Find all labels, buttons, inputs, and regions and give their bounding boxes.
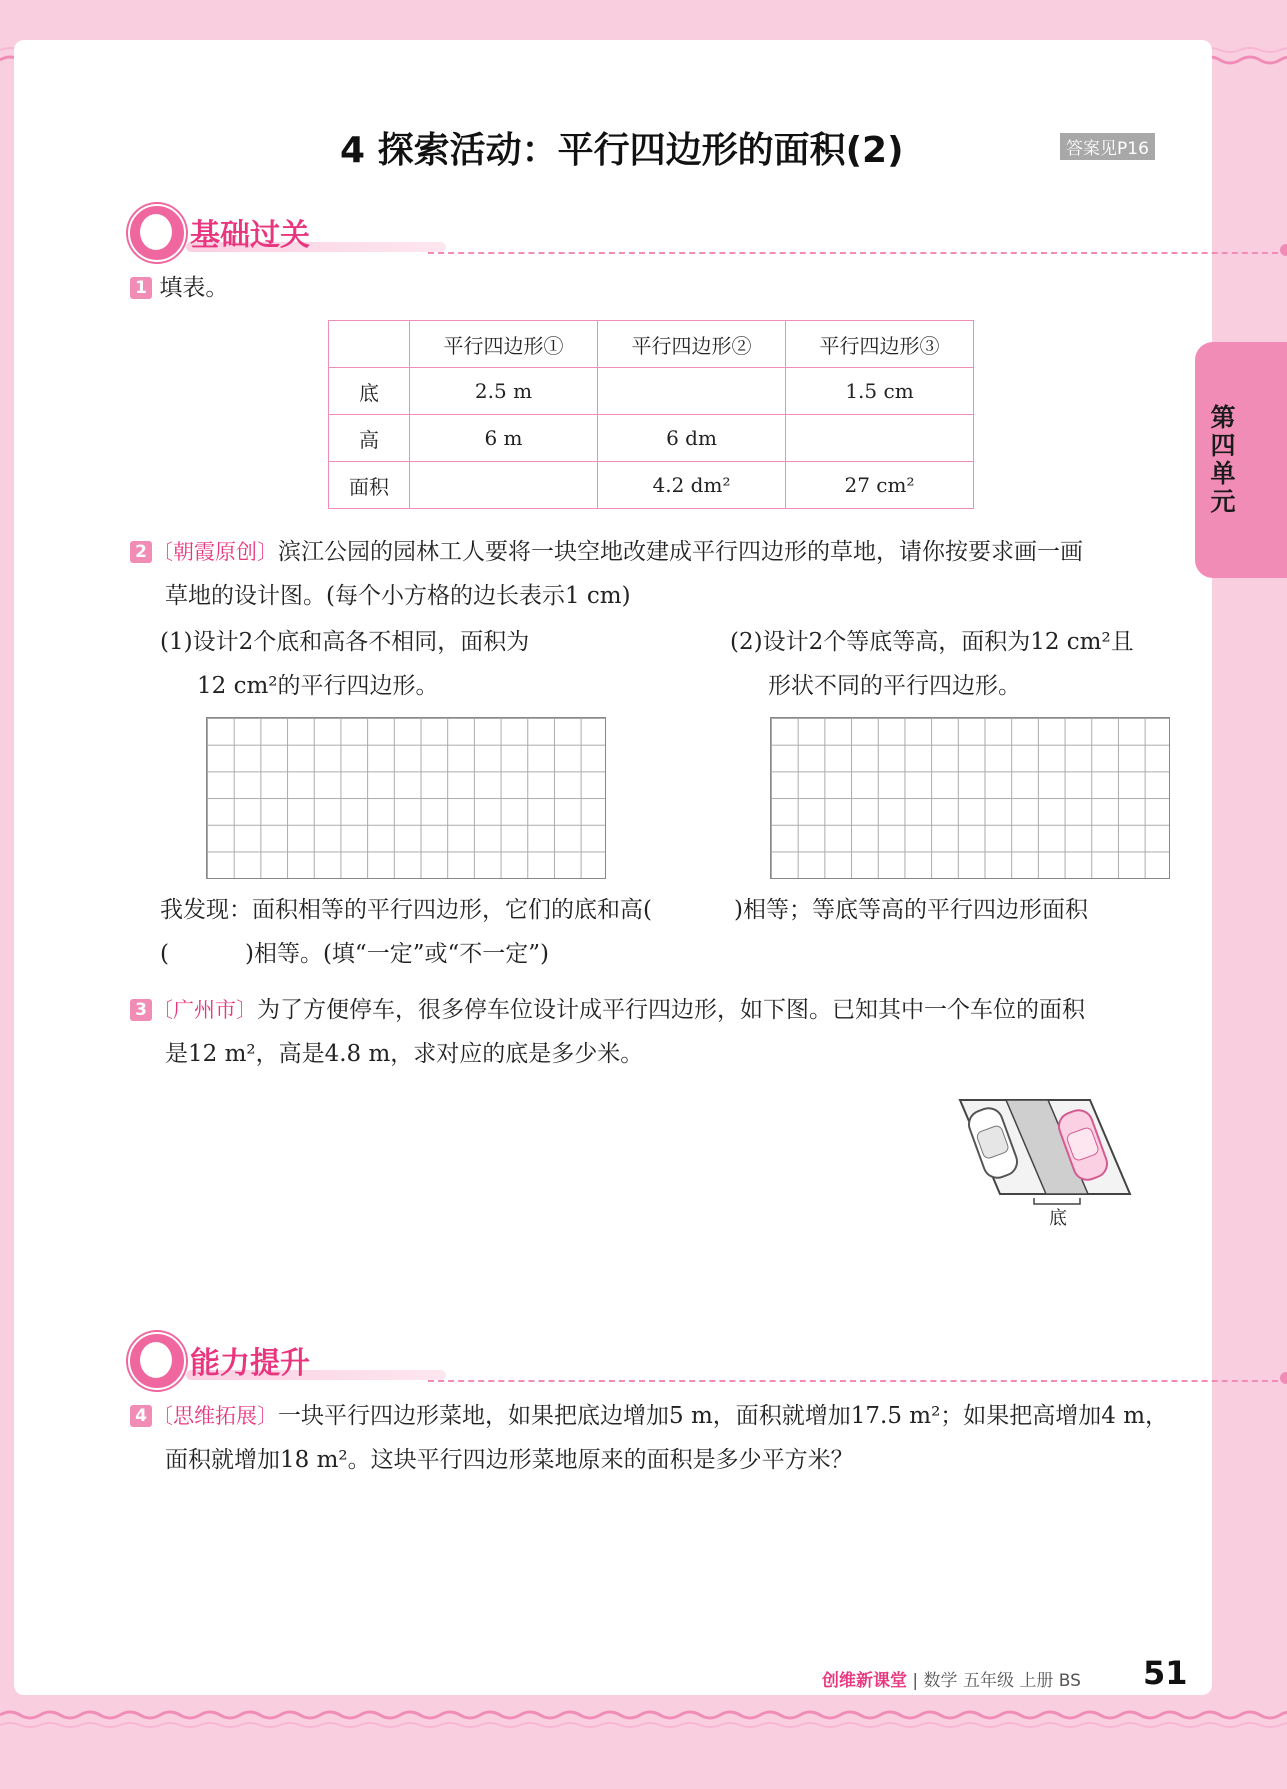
dots-icon bbox=[1280, 1372, 1287, 1384]
question-1 bbox=[130, 266, 228, 310]
figure-label: 底 bbox=[1049, 1208, 1067, 1229]
table-row bbox=[329, 415, 974, 462]
table-row bbox=[329, 462, 974, 509]
table-cell-blank[interactable] bbox=[786, 415, 974, 462]
table-header-cell bbox=[329, 321, 410, 368]
finding-line-1 bbox=[160, 888, 1088, 932]
page-footer bbox=[822, 1666, 1081, 1691]
sub-question-1-cont: 12 cm²的平行四边形。 bbox=[197, 673, 439, 699]
parking-lot-figure bbox=[958, 1098, 1134, 1230]
finding-line-2 bbox=[160, 932, 549, 976]
finding-text: )相等；等底等高的平行四边形面积 bbox=[733, 897, 1088, 923]
table-cell: 27 cm² bbox=[786, 462, 974, 509]
answer-reference-badge: 答案见P16 bbox=[1060, 133, 1155, 160]
sub-question-2-cont: 形状不同的平行四边形。 bbox=[768, 673, 1021, 699]
fill-table bbox=[328, 320, 974, 509]
finding-text: )相等。(填“一定”或“不一定”) bbox=[244, 941, 549, 967]
table-cell-blank[interactable] bbox=[598, 368, 786, 415]
finding-text: 我发现：面积相等的平行四边形，它们的底和高( bbox=[160, 897, 652, 923]
question-text: 滨江公园的园林工人要将一块空地改建成平行四边形的草地，请你按要求画一画 bbox=[278, 539, 1083, 565]
table-header-cell: 平行四边形③ bbox=[786, 321, 974, 368]
section-header-advanced bbox=[128, 1332, 1168, 1384]
question-number: 1 bbox=[130, 277, 152, 299]
question-tag: 〔朝霞原创〕 bbox=[152, 540, 278, 564]
question-4 bbox=[130, 1394, 1168, 1438]
bottom-wave-border bbox=[0, 1695, 1287, 1735]
table-cell: 2.5 m bbox=[410, 368, 598, 415]
table-cell: 6 dm bbox=[598, 415, 786, 462]
table-cell-blank[interactable] bbox=[410, 462, 598, 509]
table-row bbox=[329, 368, 974, 415]
lesson-title: 4 探索活动：平行四边形的面积(2) bbox=[340, 130, 904, 171]
question-2 bbox=[130, 530, 1083, 574]
table-header-row bbox=[329, 321, 974, 368]
question-number: 4 bbox=[130, 1405, 152, 1427]
row-label: 面积 bbox=[329, 462, 410, 509]
table-header-cell: 平行四边形① bbox=[410, 321, 598, 368]
table-cell: 4.2 dm² bbox=[598, 462, 786, 509]
question-text: 面积就增加18 m²。这块平行四边形菜地原来的面积是多少平方米？ bbox=[165, 1447, 854, 1473]
table-cell: 6 m bbox=[410, 415, 598, 462]
unit-side-tab bbox=[1195, 342, 1287, 578]
section-header-basic bbox=[128, 204, 1168, 256]
question-text: 一块平行四边形菜地，如果把底边增加5 m，面积就增加17.5 m²；如果把高增加4 m， bbox=[278, 1403, 1169, 1429]
question-tag: 〔思维拓展〕 bbox=[152, 1404, 278, 1428]
question-tag: 〔广州市〕 bbox=[152, 998, 257, 1022]
question-text: 是12 m²，高是4.8 m，求对应的底是多少米。 bbox=[165, 1041, 644, 1067]
mascot-icon bbox=[128, 1332, 186, 1390]
row-label: 底 bbox=[329, 368, 410, 415]
page-number: 51 bbox=[1143, 1654, 1188, 1692]
mascot-icon bbox=[128, 204, 186, 262]
question-prompt: 填表。 bbox=[159, 275, 229, 301]
sub-question-1: (1)设计2个底和高各不相同，面积为 bbox=[160, 629, 530, 655]
question-text: 草地的设计图。(每个小方格的边长表示1 cm) bbox=[165, 583, 631, 609]
question-text: 为了方便停车，很多停车位设计成平行四边形，如下图。已知其中一个车位的面积 bbox=[257, 997, 1085, 1023]
section-label: 基础过关 bbox=[190, 218, 310, 253]
dots-icon bbox=[1280, 244, 1287, 256]
question-number: 3 bbox=[130, 999, 152, 1021]
sub-question-2: (2)设计2个等底等高，面积为12 cm²且 bbox=[730, 629, 1134, 655]
table-cell: 1.5 cm bbox=[786, 368, 974, 415]
drawing-grid-1[interactable] bbox=[206, 717, 606, 879]
table-header-cell: 平行四边形② bbox=[598, 321, 786, 368]
drawing-grid-2[interactable] bbox=[770, 717, 1170, 879]
unit-tab-label: 第四单元 bbox=[1210, 403, 1236, 516]
section-label: 能力提升 bbox=[190, 1346, 310, 1381]
footer-brand: 创维新课堂 bbox=[822, 1671, 907, 1691]
question-number: 2 bbox=[130, 541, 152, 563]
question-3 bbox=[130, 988, 1085, 1032]
row-label: 高 bbox=[329, 415, 410, 462]
finding-text: ( bbox=[160, 941, 169, 967]
footer-info: | 数学 五年级 上册 BS bbox=[912, 1671, 1081, 1691]
